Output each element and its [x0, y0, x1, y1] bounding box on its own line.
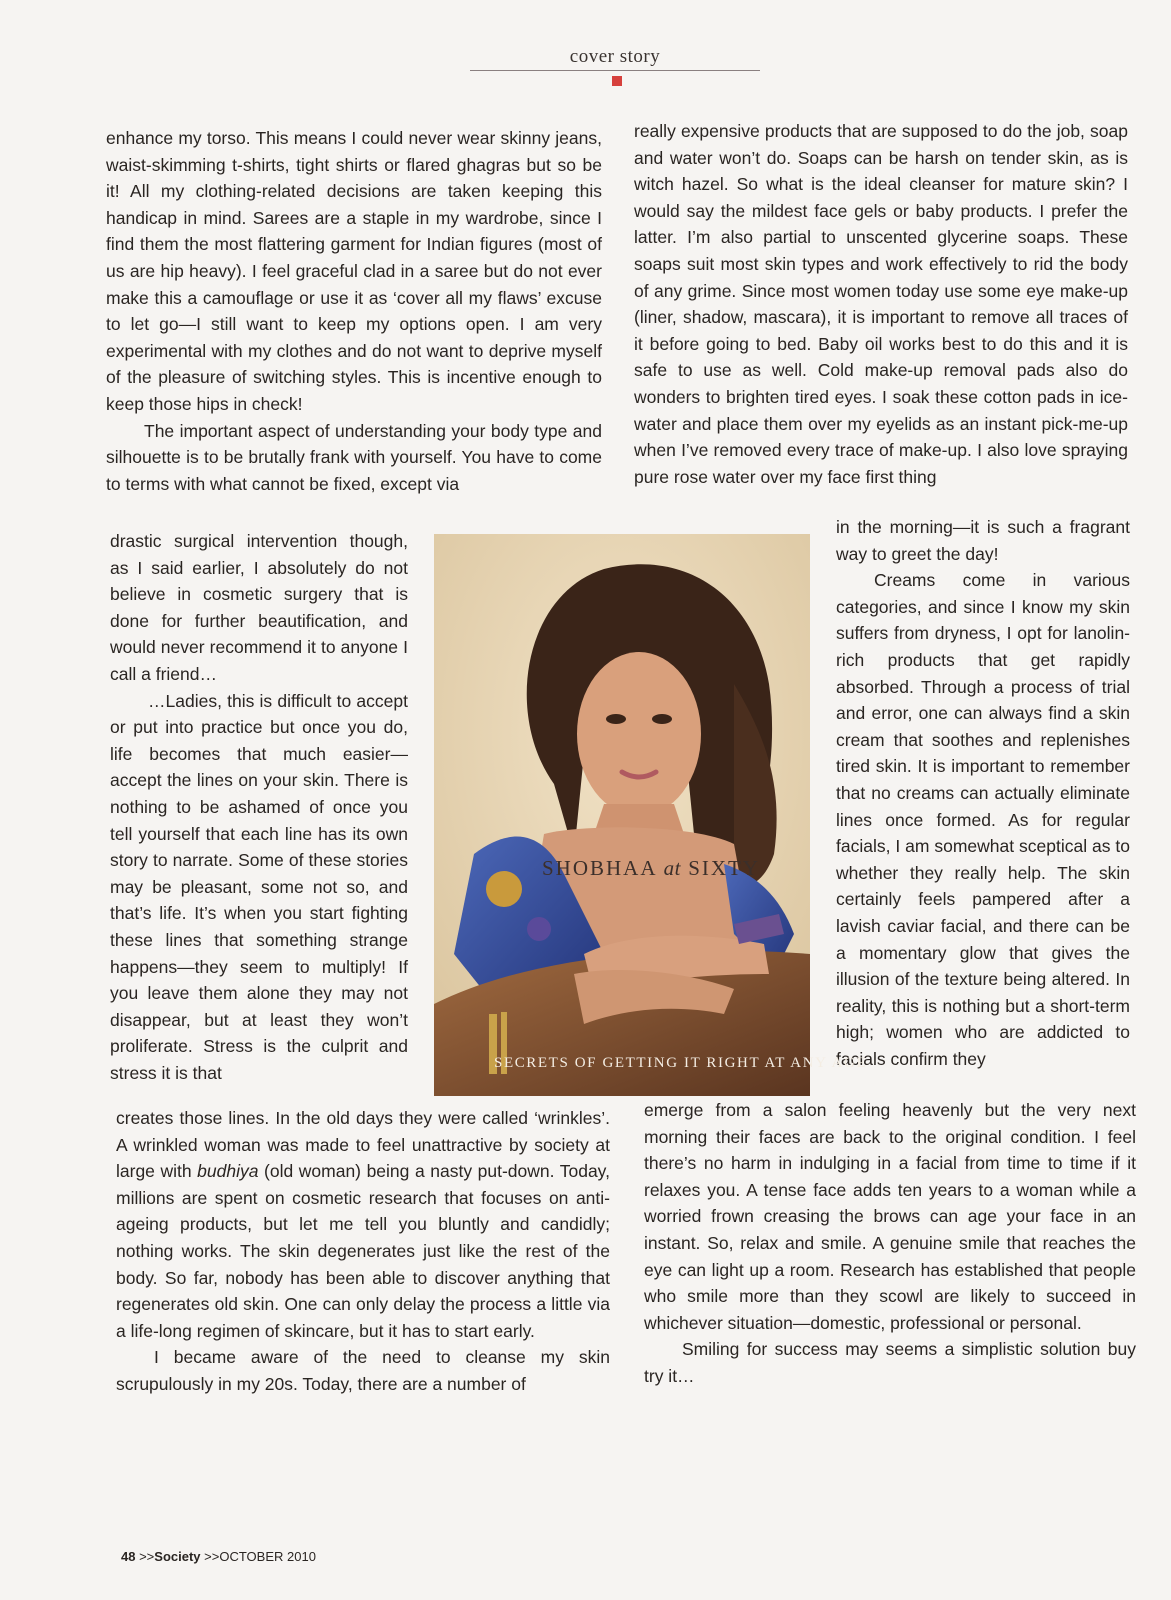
page-footer [121, 1549, 316, 1564]
paragraph: I became aware of the need to cleanse my skin scrupulously in my 20s. Today, there are a number of [116, 1347, 610, 1394]
paragraph: enhance my torso. This means I could never wear skinny jeans, waist-skimming t-shirts, tight shirts or flared ghagras but so be it! All my clothing-related decisions are taken keeping this handicap in mind. Sarees are a staple in my wardrobe, since I find them the most flattering garment for Indian figures (most of us are hip heavy). I feel graceful clad in a saree but do not ever make this a camouflage or use it as ‘cover all my flaws’ excuse to let go—I still want to keep my options open. I am very experimental with my clothes and do not want to deprive myself of the pleasure of switching styles. This is incentive enough to keep those hips in check! [106, 128, 602, 414]
left-column-wrap [110, 528, 408, 1086]
issue-date: OCTOBER 2010 [219, 1549, 316, 1564]
magazine-name: Society [154, 1549, 201, 1564]
left-column-bottom [116, 1105, 610, 1398]
paragraph: really expensive products that are supposed to do the job, soap and water won’t do. Soaps can be harsh on tender skin, as is witch hazel. So what is the ideal cleanser for mature skin? I would say the mildest face gels or baby products. I prefer the latter. I’m also partial to unscented glycerine soaps. These soaps suit most skin types and work effectively to rid the body of any grime. Since most women today use some eye make-up (liner, shadow, mascara), it is important to remove all traces of it before going to bed. Baby oil works best to do this and it is safe to use as well. Cold make-up removal pads also do wonders to brighten tired eyes. I soak these cotton pads in ice-water and place them over my eyelids as an instant pick-me-up when I’ve removed every trace of make-up. I also love spraying pure rose water over my face first thing [634, 121, 1128, 487]
italic-term: budhiya [197, 1161, 259, 1182]
footer-separator: >> [139, 1549, 155, 1564]
paragraph: Smiling for success may seems a simplistic solution buy try it… [644, 1339, 1136, 1386]
right-column-wrap [836, 514, 1130, 1072]
book-title-age: SIXTY [688, 856, 761, 880]
accent-square [612, 76, 622, 86]
paragraph: emerge from a salon feeling heavenly but the very next morning their faces are back to the original condition. I feel there’s no harm in indulging in a facial from time to time if it relaxes you. A tense face adds ten years to a woman while a worried frown creasing the brows can age your face in an instant. So, relax and smile. A genuine smile that reaches the eye can light up a room. Research has established that people who smile more than they scowl are likely to succeed in whichever situation—domestic, professional or personal. [644, 1100, 1136, 1333]
portrait-illustration [434, 534, 810, 1096]
book-cover-photo [434, 534, 868, 1096]
page-number: 48 [121, 1549, 136, 1564]
paragraph: …Ladies, this is difficult to accept or put into practice but once you do, life becomes that much easier—accept the lines on your skin. There is nothing to be ashamed of once you tell yourself that each line has its own story to narrate. Some of these stories may be pleasant, some not so, and that’s life. It’s when you start fighting these lines that something strange happens—they seem to multiply! If you leave them alone they may not disappear, but at least they won’t proliferate. Stress is the culprit and stress it is that [110, 690, 408, 1083]
paragraph: The important aspect of understanding your body type and silhouette is to be brutally frank with yourself. You have to come to terms with what cannot be fixed, except via [106, 420, 602, 494]
book-title-at: at [663, 856, 681, 880]
page-header [470, 46, 760, 86]
paragraph: Creams come in various categories, and since I know my skin suffers from dryness, I opt for lanolin-rich products that get rapidly absorbed. Through a process of trial and error, one can always find a skin cream that soothes and replenishes tired skin. It is important to remember that no creams can actually eliminate lines once formed. As for regular facials, I am somewhat sceptical as to whether they really help. The skin certainly feels pampered after a lavish caviar facial, and there can be a momentary glow that gives the illusion of the texture being altered. In reality, this is nothing but a short-term high; women who are addicted to facials confirm they [836, 570, 1130, 1069]
header-rule [470, 70, 760, 71]
footer-separator: >> [204, 1549, 220, 1564]
left-column-top [106, 125, 602, 497]
book-title [542, 856, 760, 881]
section-label: cover story [569, 46, 661, 67]
paragraph: in the morning—it is such a fragrant way to greet the day! [836, 517, 1130, 564]
book-title-name: SHOBHAA [542, 856, 657, 880]
paragraph [116, 1105, 610, 1344]
right-column-bottom [644, 1097, 1136, 1390]
book-tagline: SECRETS OF GETTING IT RIGHT AT ANY AGE [494, 1055, 868, 1071]
text-run: (old woman) being a nasty put-down. Today, millions are spent on cosmetic research that focuses on anti-ageing products, but let me tell you bluntly and candidly; nothing works. The skin degenerates just like the rest of the body. So far, nobody has been able to discover anything that regenerates old skin. One can only delay the process a little via a life-long regimen of skincare, but it has to start early. [116, 1161, 610, 1341]
right-column-top [634, 118, 1128, 490]
text-run: creates those lines. In the old days they were called ‘wrinkles’. A wrinkled woman was made to feel unattractive by society at large with [116, 1108, 610, 1182]
paragraph: drastic surgical intervention though, as I said earlier, I absolutely do not believe in cosmetic surgery that is done for further beautification, and would never recommend it to anyone I call a friend… [110, 531, 408, 684]
